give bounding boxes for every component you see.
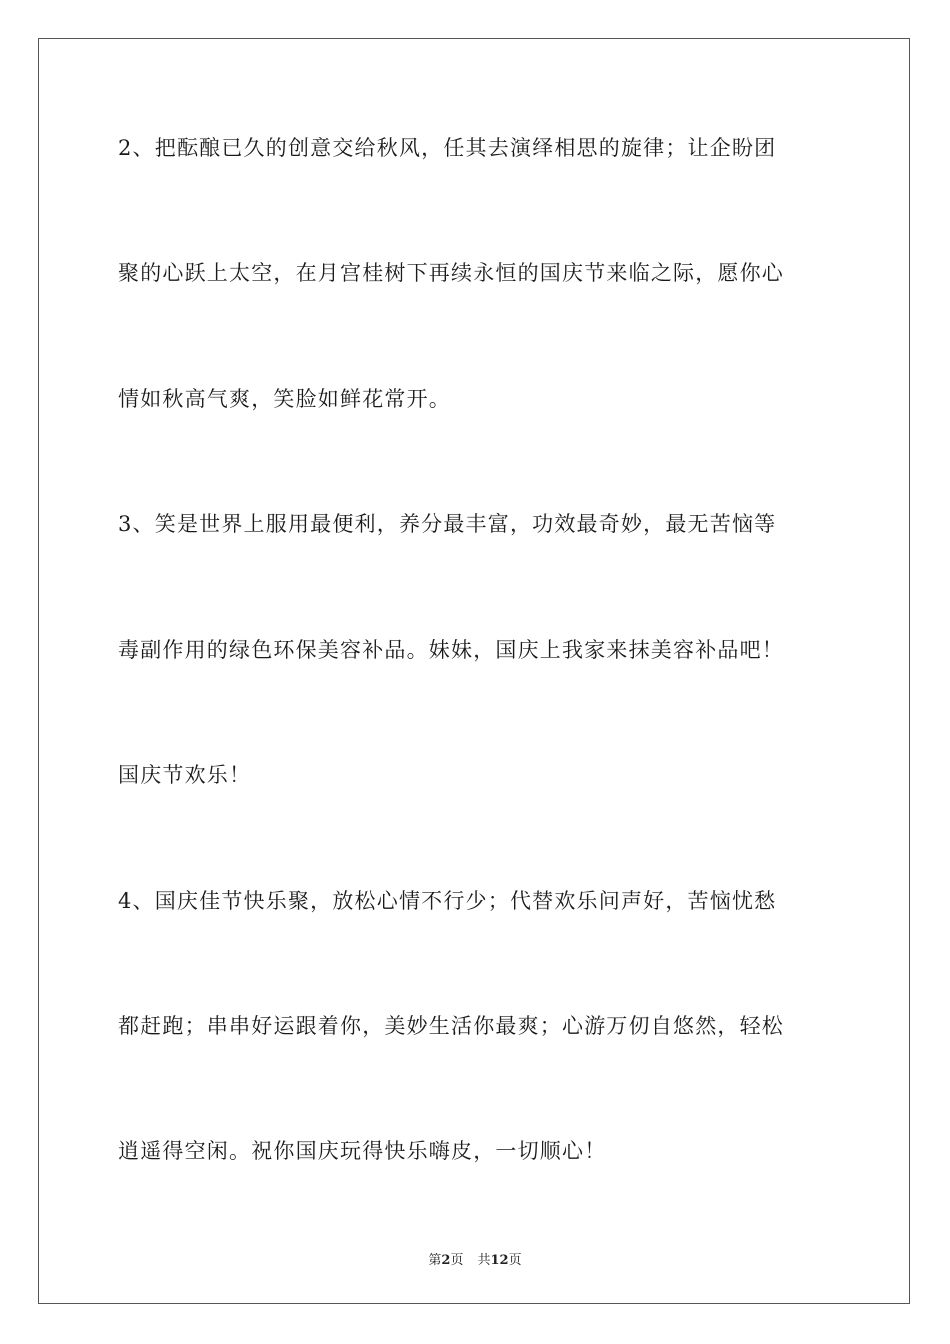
page-number: 2 [441, 1253, 451, 1268]
paragraph-2-line-1: 2、把酝酿已久的创意交给秋风，任其去演绎相思的旋律；让企盼团 [118, 136, 777, 160]
page-border [38, 38, 910, 1304]
paragraph-4-line-3: 逍遥得空闲。祝你国庆玩得快乐嗨皮，一切顺心！ [118, 1139, 607, 1163]
page-prefix: 第 [428, 1253, 442, 1268]
paragraph-4-line-1: 4、国庆佳节快乐聚，放松心情不行少；代替欢乐问声好，苦恼忧愁 [118, 889, 777, 913]
total-prefix: 共 [477, 1253, 491, 1268]
page-suffix: 页 [450, 1253, 464, 1268]
total-suffix: 页 [508, 1253, 522, 1268]
total-pages: 12 [490, 1253, 509, 1268]
page-footer [0, 1249, 950, 1268]
paragraph-2-line-2: 聚的心跃上太空，在月宫桂树下再续永恒的国庆节来临之际，愿你心 [118, 261, 784, 285]
paragraph-3-line-3: 国庆节欢乐！ [118, 763, 252, 787]
paragraph-4-line-2: 都赶跑；串串好运跟着你，美妙生活你最爽；心游万仞自悠然，轻松 [118, 1014, 784, 1038]
paragraph-2-line-3: 情如秋高气爽，笑脸如鲜花常开。 [118, 387, 451, 411]
paragraph-3-line-1: 3、笑是世界上服用最便利，养分最丰富，功效最奇妙，最无苦恼等 [118, 512, 777, 536]
paragraph-3-line-2: 毒副作用的绿色环保美容补品。妹妹，国庆上我家来抹美容补品吧！ [118, 638, 784, 662]
